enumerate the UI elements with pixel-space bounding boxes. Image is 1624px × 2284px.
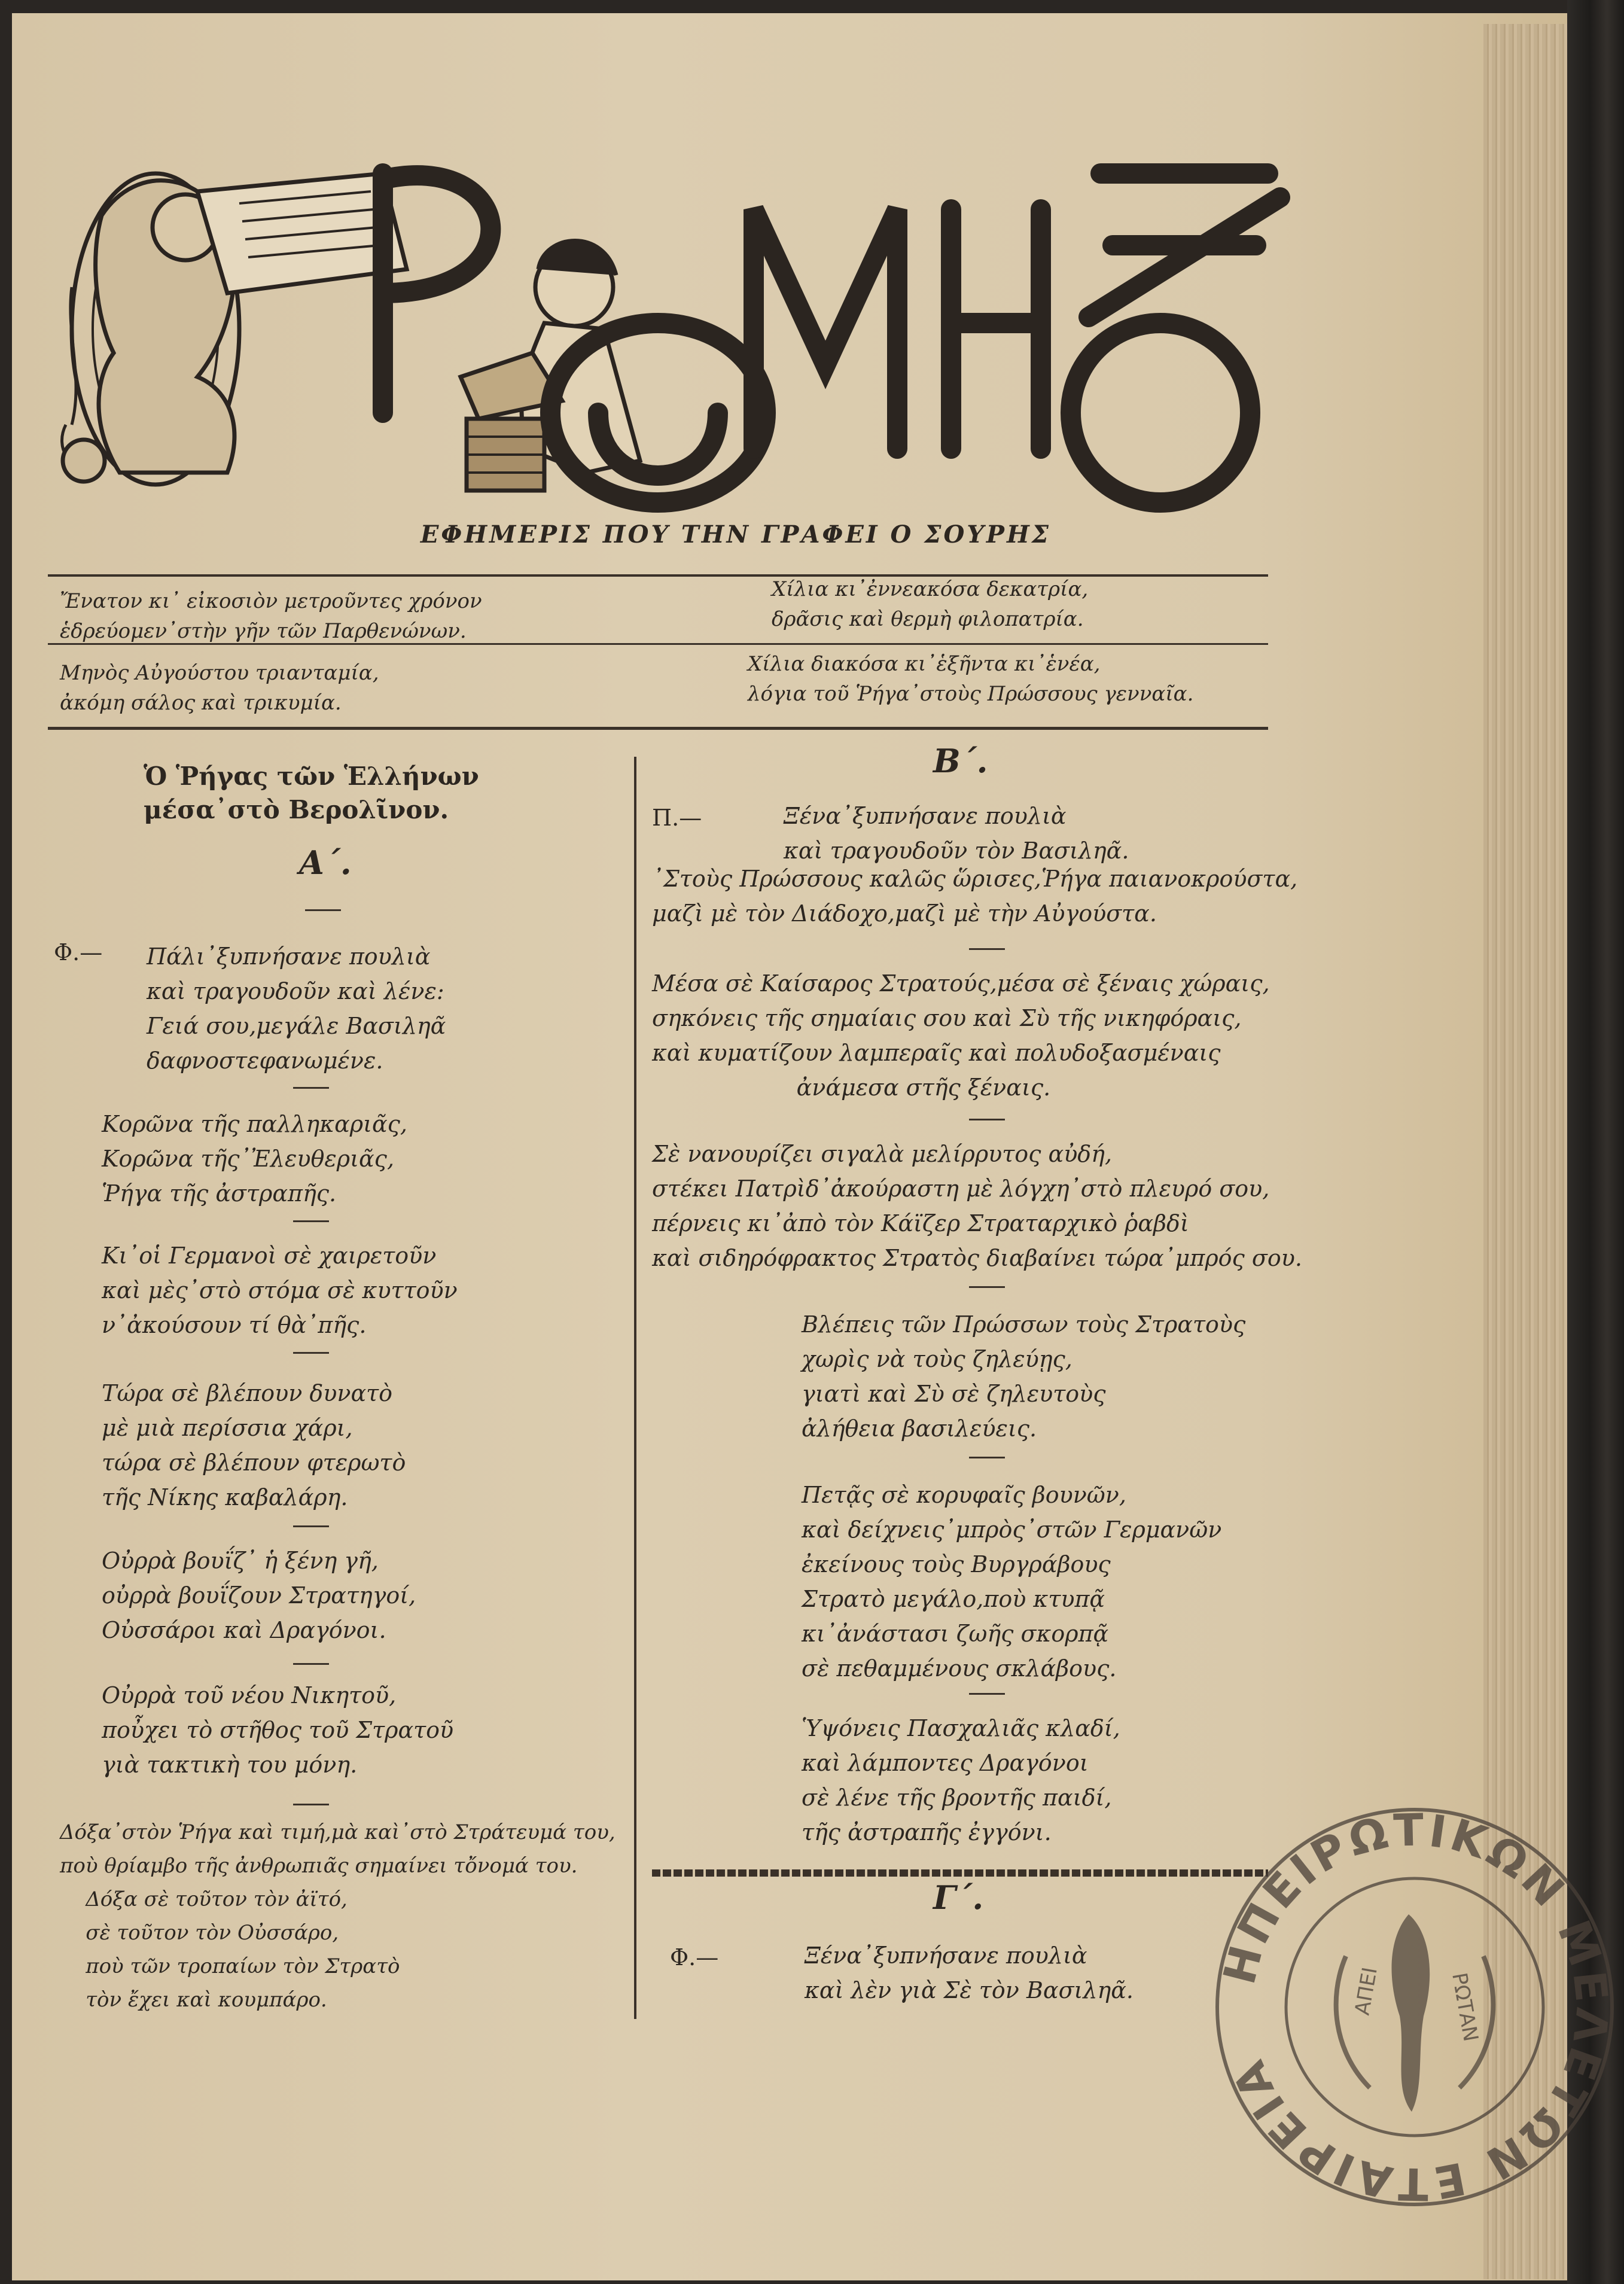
- divider-dash: [969, 1286, 1005, 1288]
- reading-man-illustration: [62, 173, 407, 485]
- heron-icon: [1391, 1914, 1430, 2112]
- divider-dash: [293, 1087, 329, 1089]
- stamp-ring-text: ΗΠΕΙΡΩΤΙΚΩΝ ΜΕΛΕΤΩΝ ΕΤΑΙΡΕΙΑ: [1214, 1804, 1618, 2210]
- header-bottom-rule: [48, 727, 1268, 730]
- stanza-a-6: Οὐρρὰ τοῦ νέου Νικητοῦ, ποὖχει τὸ στῆθος τοῦ Στρατοῦ γιὰ τακτικὴ του μόνη.: [102, 1682, 454, 1778]
- masthead-illustration: [48, 138, 1304, 520]
- divider-dash: [293, 1352, 329, 1354]
- divider-dash: [969, 1119, 1005, 1120]
- divider-dash: [293, 1663, 329, 1665]
- date-verse-4: Χίλια διακόσα κι᾿ἑξῆντα κι᾿ἑνέα, λόγια τοῦ Ῥήγα᾿στοὺς Πρώσσους γενναῖα.: [748, 652, 1194, 706]
- speaker-label-a: Φ.—: [54, 939, 103, 966]
- date-verse-2: Χίλια κι᾿ἐννεακόσα δεκατρία, δρᾶσις καὶ θερμὴ φιλοπατρία.: [772, 577, 1089, 631]
- section-c-label: Γ΄.: [933, 1878, 984, 1917]
- divider-dash: [305, 909, 341, 911]
- speaker-label-b: Π.—: [652, 805, 702, 831]
- date-verse-3: Μηνὸς Αὐγούστου τριανταμία, ἀκόμη σάλος καὶ τρικυμία.: [60, 661, 379, 715]
- column-divider: [634, 757, 636, 2019]
- divider-dash: [293, 1220, 329, 1222]
- date-verse-1: Ἔνατον κι᾿ εἰκοσιὸν μετροῦντες χρόνον ἑδρεύομεν᾿στὴν γῆν τῶν Παρθενώνων.: [60, 589, 482, 643]
- speaker-label-c: Φ.—: [670, 1944, 719, 1971]
- section-a-label: Α΄.: [299, 843, 352, 882]
- article-title: Ὁ Ῥήγας τῶν Ἑλλήνων μέσα᾿στὸ Βερολῖνον.: [144, 762, 479, 824]
- stanza-a-4: Τώρα σὲ βλέπουν δυνατὸ μὲ μιὰ περίσσια χάρι, τώρα σὲ βλέπουν φτερωτὸ τῆς Νίκης καβαλάρη.: [102, 1380, 406, 1511]
- stanza-b-3: Μέσα σὲ Καίσαρος Στρατούς,μέσα σὲ ξέναις χώραις, σηκόνεις τῆς σημαίαις σου καὶ Σὺ τῆς νικηφόραις, καὶ κυματίζουν λαμπεραῖς καὶ πολυδοξασμέναις ἀνάμεσα στῆς ξέναις.: [652, 970, 1270, 1101]
- stanza-b-4: Σὲ νανουρίζει σιγαλὰ μελίρρυτος αὐδή, στέκει Πατρὶδ᾿ἀκούραστη μὲ λόγχη᾿στὸ πλευρό σου, πέρνεις κι᾿ἀπὸ τὸν Κάϊζερ Στραταρχικὸ ῥαβδὶ καὶ σιδηρόφρακτος Στρατὸς διαβαίνει τώρα᾿μπρός σου.: [652, 1141, 1302, 1271]
- divider-dash: [969, 948, 1005, 950]
- stanza-b-1: Ξένα᾿ξυπνήσανε πουλιὰ καὶ τραγουδοῦν τὸν Βασιληᾶ.: [784, 803, 1129, 864]
- stanza-b-2: ᾿Στοὺς Πρώσσους καλῶς ὥρισες,Ῥήγα παιανοκρούστα, μαζὶ μὲ τὸν Διάδοχο,μαζὶ μὲ τὴν Αὐγούστα.: [652, 866, 1298, 927]
- stanza-a-2: Κορῶνα τῆς παλληκαριᾶς, Κορῶνα τῆς᾿Ἐλευθεριᾶς, Ῥήγα τῆς ἀστραπῆς.: [102, 1111, 407, 1207]
- mid-rule: [48, 643, 1268, 645]
- stamp-inner-right: ΡΩΤΑΝ: [1447, 1971, 1483, 2044]
- section-c-rule: [652, 1869, 1268, 1877]
- stanza-c-1: Ξένα᾿ξυπνήσανε πουλιὰ καὶ λὲν γιὰ Σὲ τὸν Βασιληᾶ.: [805, 1942, 1134, 2003]
- stanza-a-7: Δόξα᾿στὸν Ῥήγα καὶ τιμή,μὰ καὶ᾿στὸ Στράτευμά του, ποὺ θρίαμβο τῆς ἀνθρωπιᾶς σημαίνει τὄνομά του. Δόξα σὲ τοῦτον τὸν ἀϊτό, σὲ τοῦτον τὸν Οὐσσάρο, ποὺ τῶν τροπαίων τὸν Στρατὸ τὸν ἔχει καὶ κουμπάρο.: [60, 1820, 616, 2012]
- stanza-b-5: Βλέπεις τῶν Πρώσσων τοὺς Στρατοὺς χωρὶς νὰ τοὺς ζηλεύῃς, γιατὶ καὶ Σὺ σὲ ζηλευτοὺς ἀλήθεια βασιλεύεις.: [802, 1311, 1246, 1442]
- section-b-label: Β΄.: [933, 742, 988, 780]
- stamp-inner-left: ΑΠΕΙ: [1350, 1965, 1382, 2017]
- divider-dash: [969, 1693, 1005, 1695]
- stanza-a-5: Οὐρρὰ βουΐζ᾿ ἡ ξένη γῆ, οὐρρὰ βουΐζουν Στρατηγοί, Οὐσσάροι καὶ Δραγόνοι.: [102, 1548, 416, 1643]
- stanza-a-3: Κι᾿οἱ Γερμανοὶ σὲ χαιρετοῦν καὶ μὲς᾿στὸ στόμα σὲ κυττοῦν ν᾿ἀκούσουν τί θὰ᾿πῆς.: [102, 1243, 458, 1338]
- divider-dash: [969, 1457, 1005, 1458]
- masthead-subtitle: ΕΦΗΜΕΡΙΣ ΠΟΥ ΤΗΝ ΓΡΑΦΕΙ Ο ΣΟΥΡΗΣ: [420, 520, 1052, 549]
- divider-dash: [293, 1525, 329, 1527]
- stanza-a-1: Πάλι᾿ξυπνήσανε πουλιὰ καὶ τραγουδοῦν καὶ λένε: Γειά σου,μεγάλε Βασιληᾶ δαφνοστεφανωμένε.: [147, 943, 446, 1074]
- library-stamp: [1208, 1801, 1621, 2213]
- divider-dash: [293, 1804, 329, 1805]
- stanza-b-7: Ὑψόνεις Πασχαλιᾶς κλαδί, καὶ λάμποντες Δραγόνοι σὲ λένε τῆς βροντῆς παιδί, τῆς ἀστραπῆς ἐγγόνι.: [802, 1715, 1120, 1846]
- stanza-b-6: Πετᾷς σὲ κορυφαῖς βουνῶν, καὶ δείχνεις᾿μπρὸς᾿στῶν Γερμανῶν ἐκείνους τοὺς Βυργράβους Στρατὸ μεγάλο,ποὺ κτυπᾷ κι᾿ἀνάστασι ζωῆς σκορπᾷ σὲ πεθαμμένους σκλάβους.: [802, 1482, 1222, 1682]
